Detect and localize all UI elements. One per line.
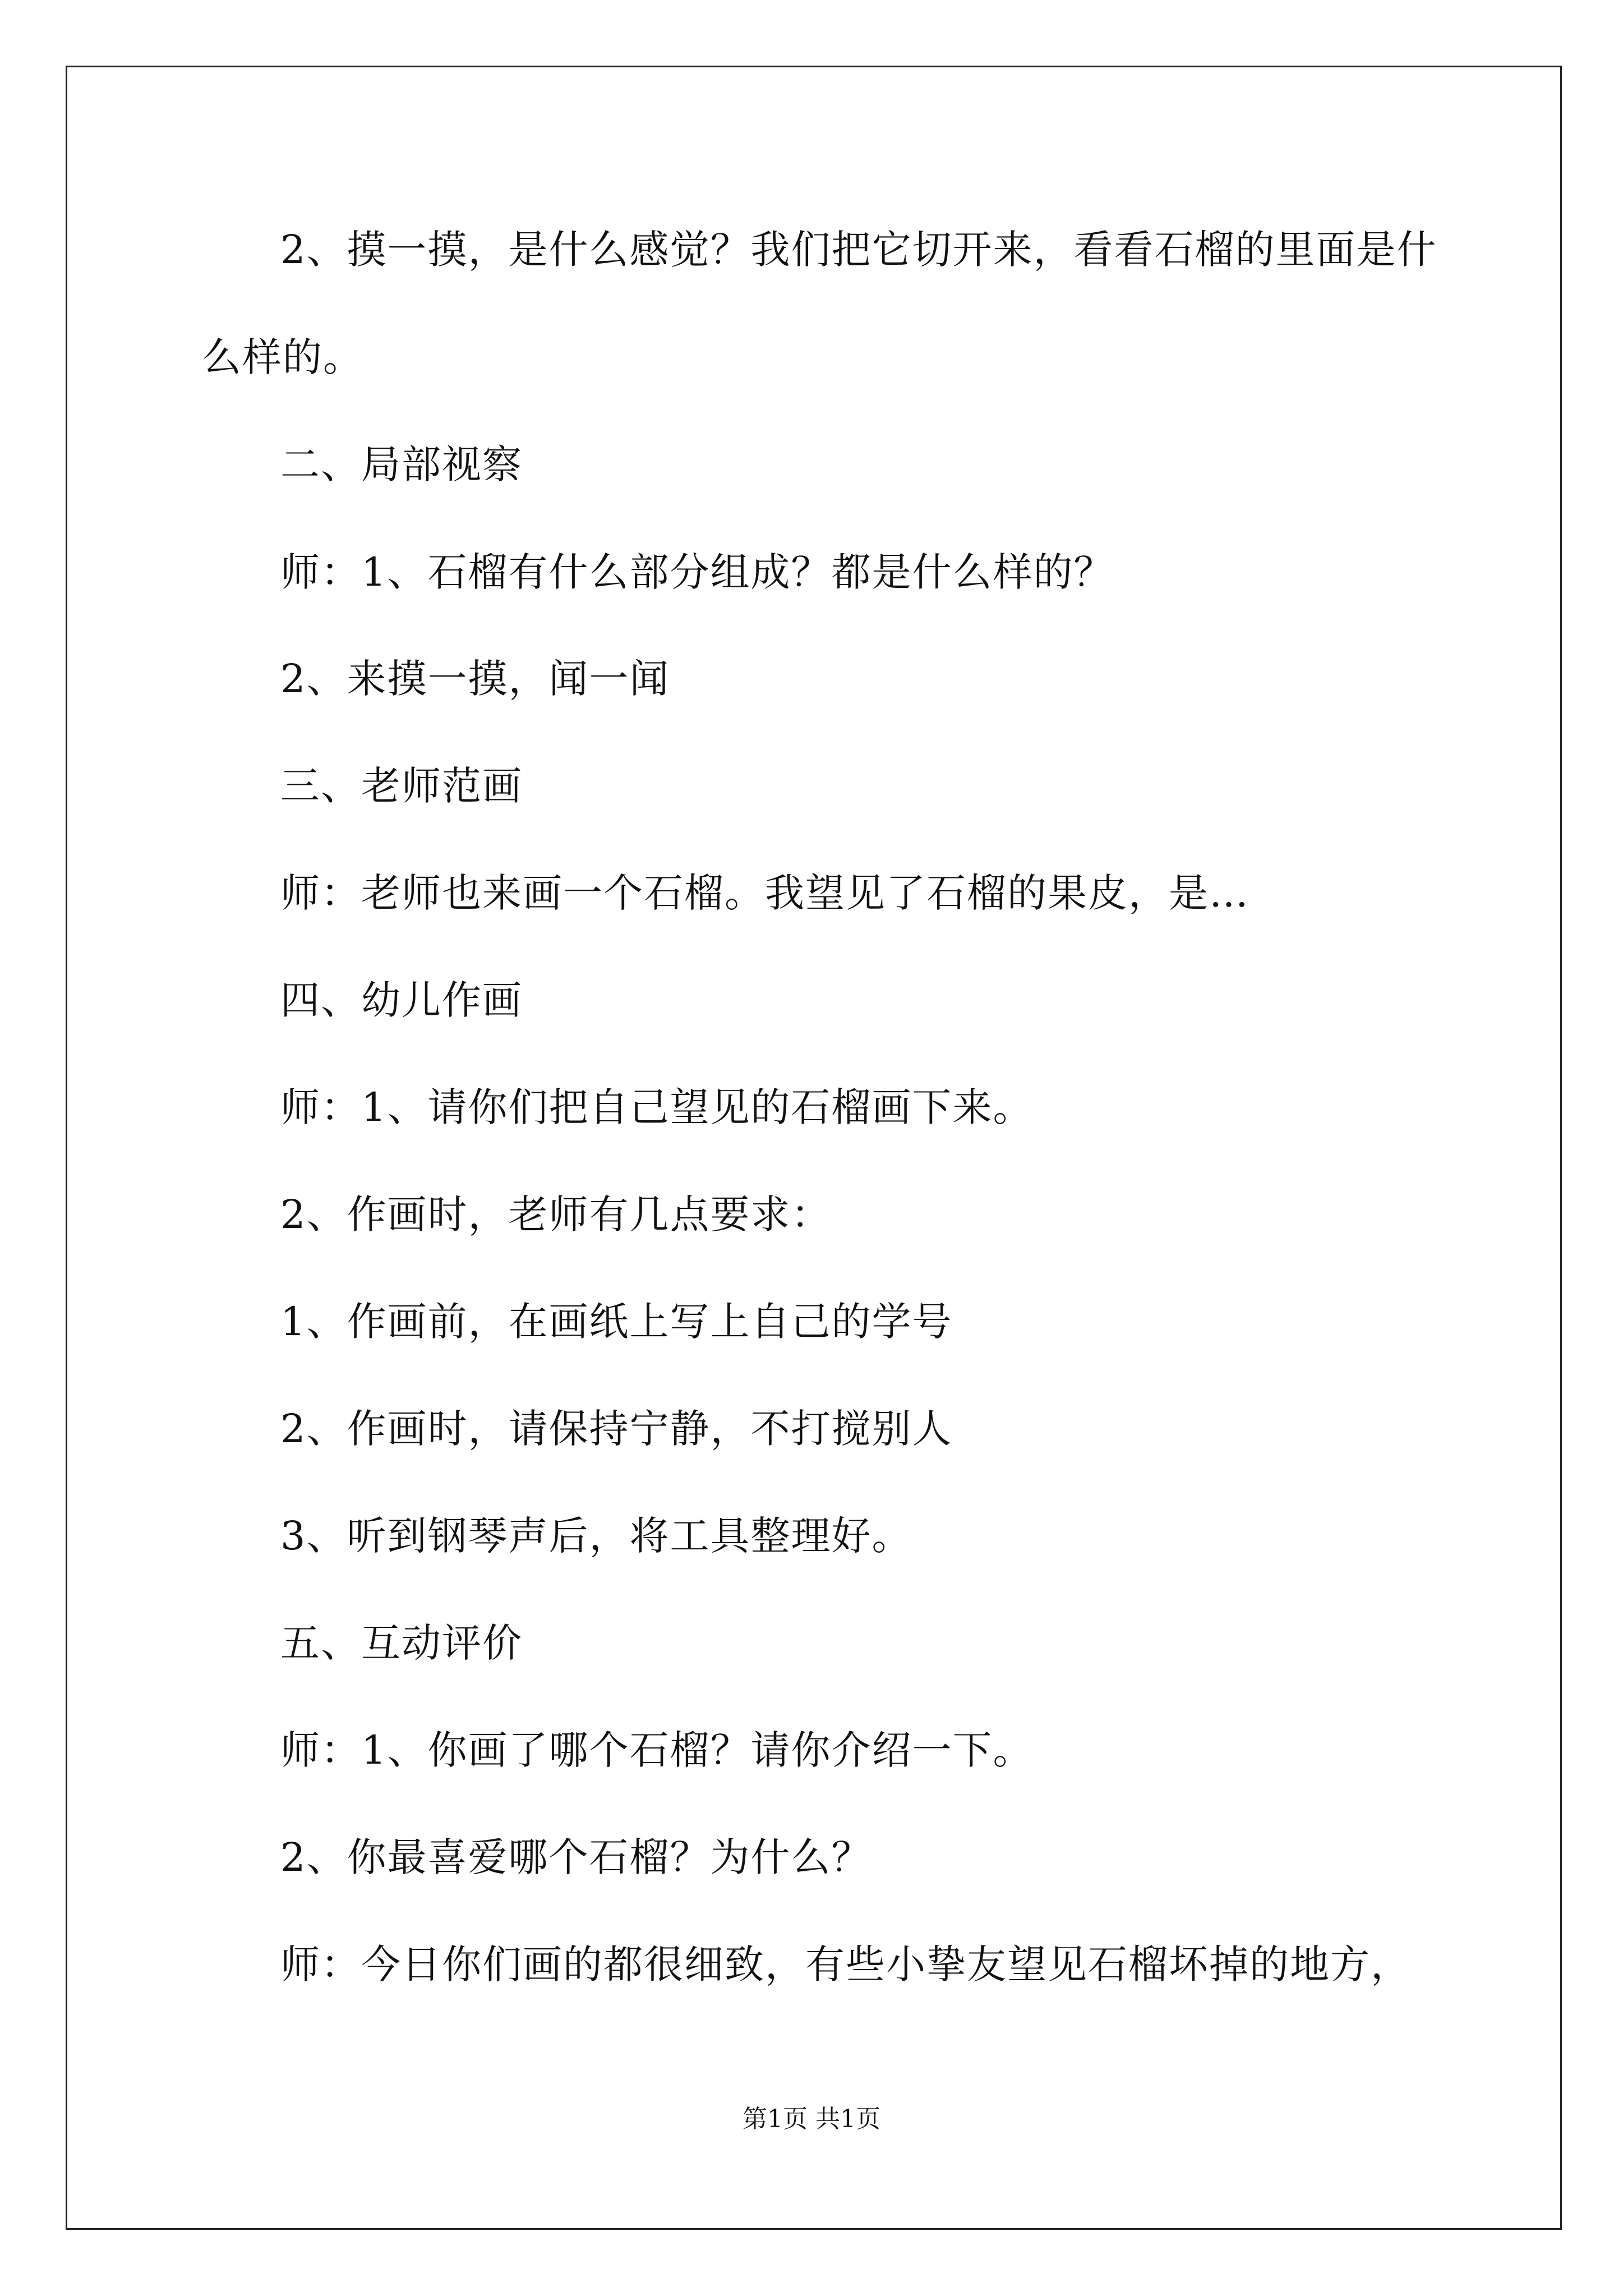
paragraph-line: 2、你最喜爱哪个石榴？为什么？ — [280, 1834, 872, 1880]
section-heading: 四、幼儿作画 — [280, 977, 523, 1023]
paragraph-line: 师：1、请你们把自己望见的石榴画下来。 — [280, 1084, 1034, 1130]
page-border — [66, 66, 1562, 2230]
page-number-footer: 第1页 共1页 — [743, 2105, 880, 2133]
paragraph-line: 师：1、你画了哪个石榴？请你介绍一下。 — [280, 1727, 1034, 1773]
paragraph-line: 么样的。 — [202, 334, 363, 380]
paragraph-line: 师：1、石榴有什么部分组成？都是什么样的？ — [280, 549, 1114, 595]
paragraph-line: 3、听到钢琴声后，将工具整理好。 — [280, 1513, 912, 1559]
paragraph-line: 2、作画时，请保持宁静，不打搅别人 — [280, 1406, 953, 1452]
paragraph-line: 2、作画时，老师有几点要求： — [280, 1191, 832, 1237]
paragraph-line: 2、摸一摸，是什么感觉？我们把它切开来，看看石榴的里面是什 — [280, 227, 1437, 273]
section-heading: 三、老师范画 — [280, 763, 523, 809]
paragraph-line: 2、来摸一摸，闻一闻 — [280, 656, 670, 702]
paragraph-line: 师：今日你们画的都很细致，有些小挚友望见石榴坏掉的地方， — [280, 1941, 1411, 1987]
section-heading: 五、互动评价 — [280, 1620, 523, 1666]
paragraph-line: 师：老师也来画一个石榴。我望见了石榴的果皮，是… — [280, 870, 1249, 916]
section-heading: 二、局部视察 — [280, 441, 523, 487]
paragraph-line: 1、作画前，在画纸上写上自己的学号 — [280, 1299, 953, 1345]
